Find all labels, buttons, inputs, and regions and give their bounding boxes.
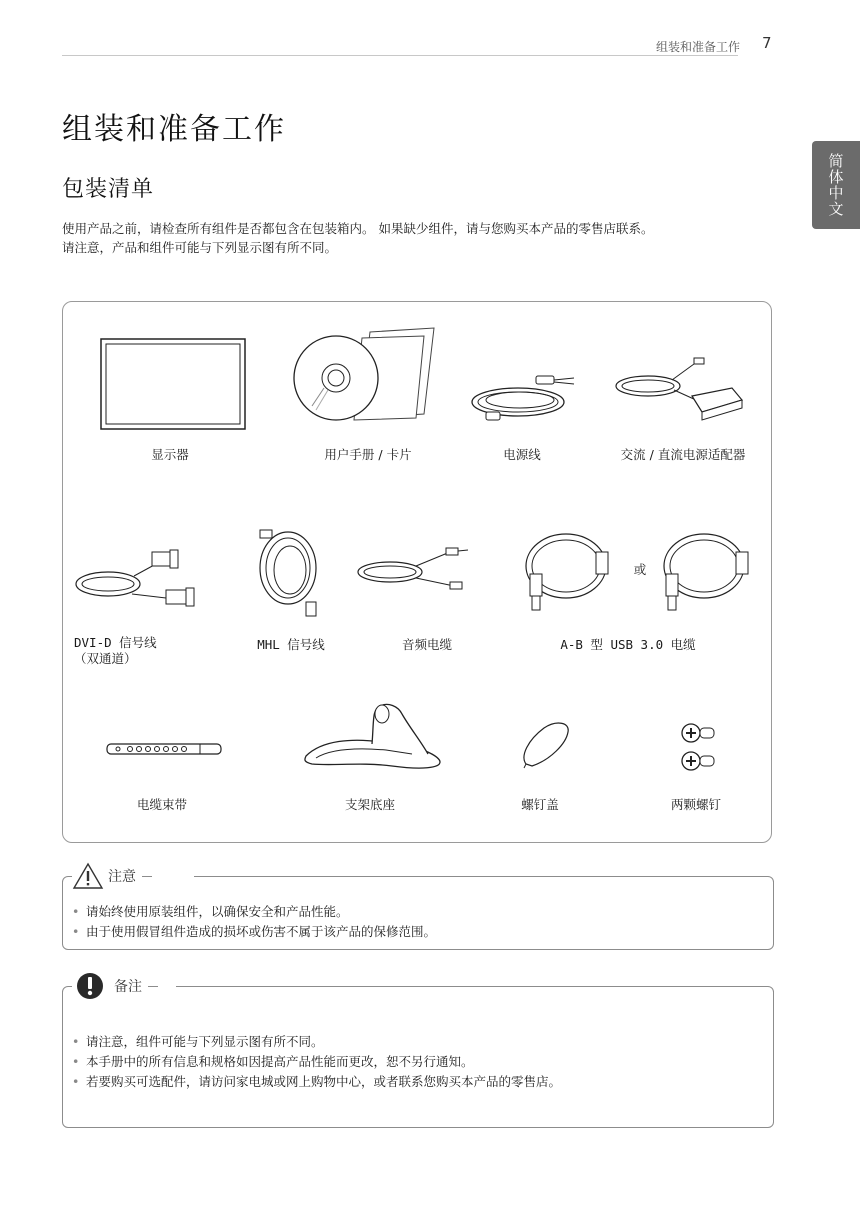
note-heading-gap [158,986,176,988]
label-usb-or: 或 [633,562,647,577]
cable-tie-illustration [106,742,222,756]
audio-cable-illustration [354,544,474,594]
usb-cable-a-illustration [520,524,616,620]
power-cord-illustration [466,372,582,424]
adapter-illustration [612,356,746,422]
language-tab: 简体中文 [812,141,860,229]
label-audio-cable: 音频电缆 [401,637,452,652]
label-dvi-line-1: DVI-D 信号线 [74,635,157,650]
info-exclamation-icon [72,970,108,1002]
label-dvi-line-2: （双通道） [74,651,137,666]
label-dvi-cable [74,635,204,667]
usb-cable-b-illustration [656,524,756,620]
label-manual: 用户手册 / 卡片 [324,447,412,462]
header-rule [62,55,738,56]
manual-cd-illustration [292,326,440,422]
screws-illustration [680,720,720,776]
note-item: • 若要购买可选配件，请访问家电城或网上购物中心，或者联系您购买本产品的零售店。 [70,1072,770,1092]
section-title: 包装清单 [62,177,155,202]
label-mhl-cable: MHL 信号线 [257,637,325,652]
label-power-cord: 电源线 [503,447,541,462]
caution-list [70,902,760,942]
label-stand-base: 支架底座 [344,797,395,812]
label-screws: 两颗螺钉 [670,797,721,812]
stand-base-illustration [302,700,444,772]
caution-heading-gap [152,876,194,878]
page-number: 7 [762,34,772,52]
intro-text [62,219,782,257]
screw-cover-illustration [518,720,574,770]
label-cable-tie: 电缆束带 [136,797,187,812]
monitor-illustration [100,338,246,430]
note-item: • 请注意，组件可能与下列显示图有所不同。 [70,1032,770,1052]
caution-item: • 请始终使用原装组件，以确保安全和产品性能。 [70,902,760,922]
note-item: • 本手册中的所有信息和规格如因提高产品性能而更改，恕不另行通知。 [70,1052,770,1072]
label-monitor: 显示器 [151,447,189,462]
caution-heading: 注意 [102,866,142,886]
intro-line-2: 请注意，产品和组件可能与下列显示图有所不同。 [62,240,338,255]
warning-triangle-icon [72,862,104,890]
page-title: 组装和准备工作 [62,112,286,147]
mhl-cable-illustration [254,528,324,622]
note-list [70,1032,770,1092]
note-heading: 备注 [108,976,148,996]
label-adapter: 交流 / 直流电源适配器 [620,447,746,462]
label-usb-cable: A-B 型 USB 3.0 电缆 [560,637,696,652]
intro-line-1: 使用产品之前，请检查所有组件是否都包含在包装箱内。 如果缺少组件，请与您购买本产品的零售店联系。 [62,221,654,236]
running-header-title: 组装和准备工作 [655,40,740,54]
label-screw-cover: 螺钉盖 [521,797,559,812]
dvi-cable-illustration [72,546,212,612]
caution-item: • 由于使用假冒组件造成的损坏或伤害不属于该产品的保修范围。 [70,922,760,942]
